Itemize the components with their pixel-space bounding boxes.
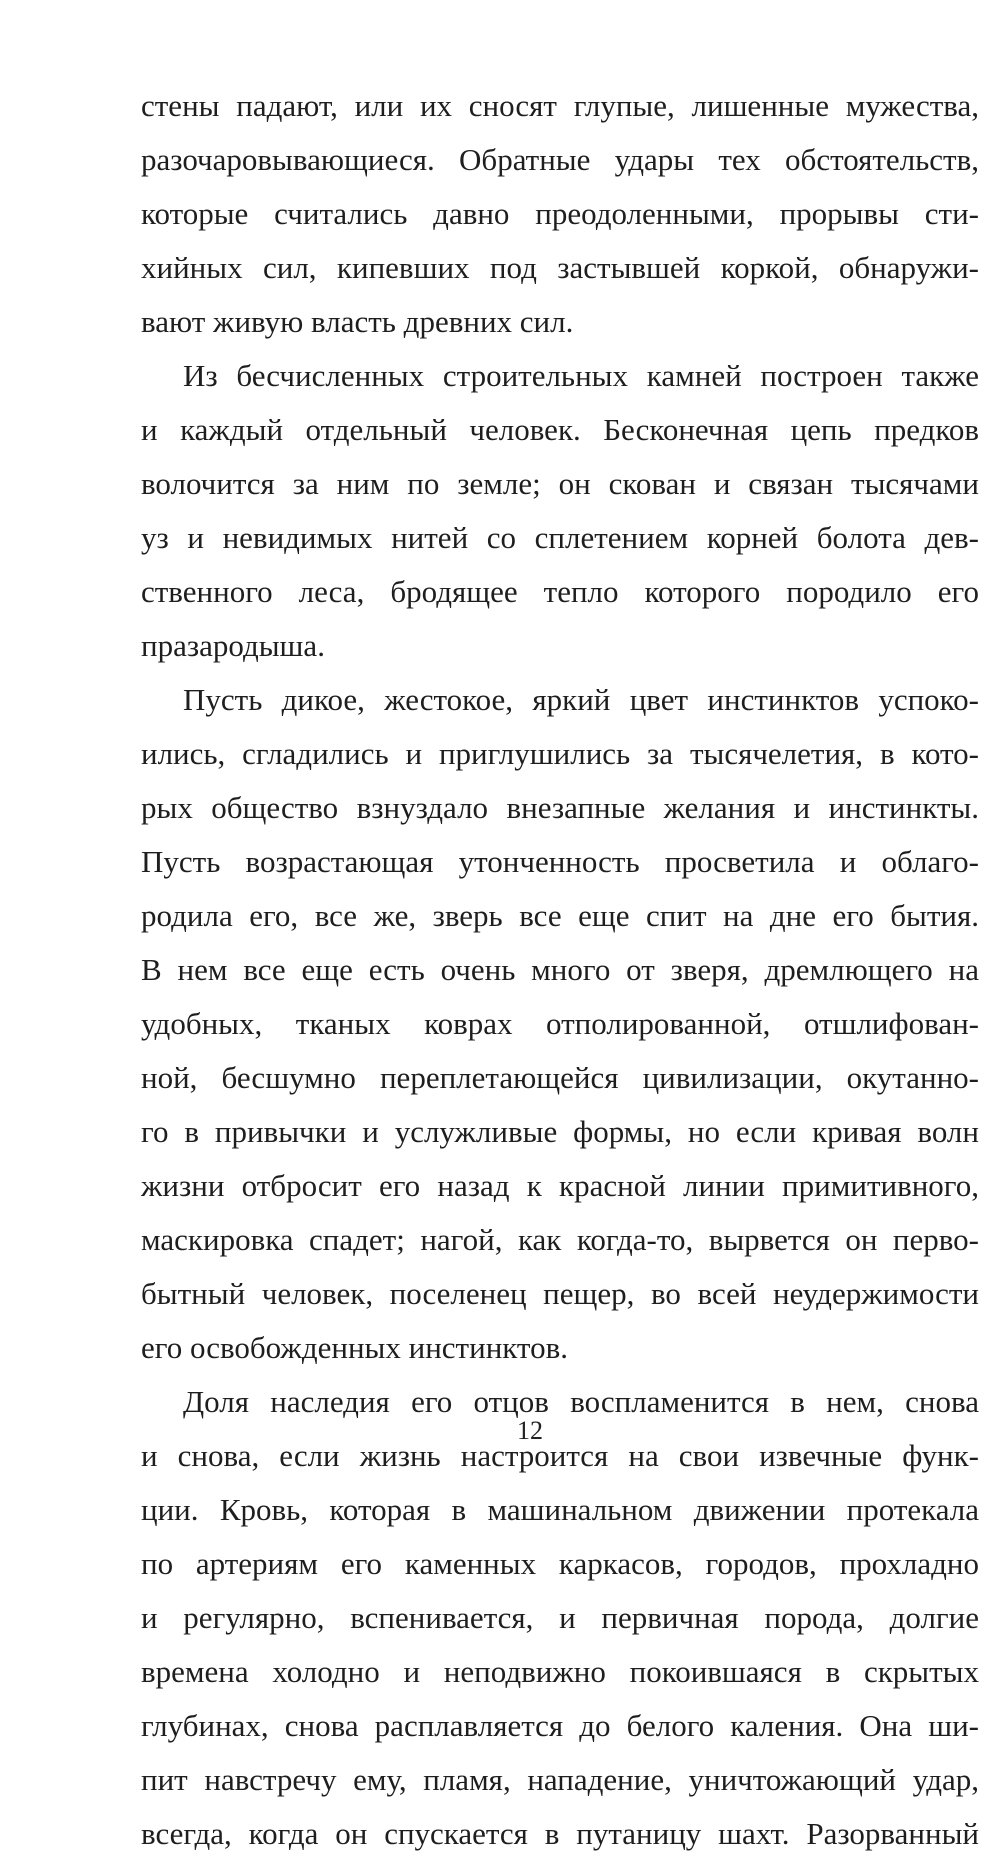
text-line: ственного леса, бродящее тепло которого породило его xyxy=(141,574,979,609)
text-line: уз и невидимых нитей со сплетением корней болота дев- xyxy=(141,520,979,555)
text-line: родила его, все же, зверь все еще спит на дне его бытия. xyxy=(141,898,979,933)
text-line: времена холодно и неподвижно покоившаяся в скрытых xyxy=(141,1654,979,1689)
text-line: рых общество взнуздало внезапные желания и инстинкты. xyxy=(141,790,979,825)
text-line: разочаровывающиеся. Обратные удары тех обстоятельств, xyxy=(141,142,979,177)
text-line: по артериям его каменных каркасов, городов, прохладно xyxy=(141,1546,979,1581)
text-line: которые считались давно преодоленными, прорывы сти- xyxy=(141,196,979,231)
text-line: ции. Кровь, которая в машинальном движении протекала xyxy=(141,1492,979,1527)
text-line: маскировка спадет; нагой, как когда-то, вырвется он перво- xyxy=(141,1222,979,1257)
paragraph xyxy=(141,673,979,1375)
text-line: го в привычки и услужливые формы, но если кривая волн xyxy=(141,1114,979,1149)
text-line: бытный человек, поселенец пещер, во всей неудержимости xyxy=(141,1276,979,1311)
text-line: волочится за ним по земле; он скован и связан тысячами xyxy=(141,466,979,501)
text-line: стены падают, или их сносят глупые, лишенные мужества, xyxy=(141,88,979,123)
text-line: вают живую власть древних сил. xyxy=(141,304,574,339)
text-line: Доля наследия его отцов воспламенится в нем, снова xyxy=(183,1384,979,1419)
text-line: жизни отбросит его назад к красной линии примитивного, xyxy=(141,1168,979,1203)
text-line: ились, сгладились и приглушились за тысячелетия, в кото- xyxy=(141,736,979,771)
text-line: и каждый отдельный человек. Бесконечная цепь предков xyxy=(141,412,979,447)
text-line: Пусть дикое, жестокое, яркий цвет инстинктов успоко- xyxy=(183,682,979,717)
text-line: глубинах, снова расплавляется до белого каления. Она ши- xyxy=(141,1708,979,1743)
paragraph xyxy=(141,1375,979,1861)
text-line: ной, бесшумно переплетающейся цивилизации, окутанно- xyxy=(141,1060,979,1095)
text-line: и снова, если жизнь настроится на свои извечные функ- xyxy=(141,1438,979,1473)
text-line: и регулярно, вспенивается, и первичная порода, долгие xyxy=(141,1600,979,1635)
text-line: хийных сил, кипевших под застывшей коркой, обнаружи- xyxy=(141,250,979,285)
text-line: Пусть возрастающая утонченность просветила и облаго- xyxy=(141,844,979,879)
text-line: его освобожденных инстинктов. xyxy=(141,1330,568,1365)
text-line: Из бесчисленных строительных камней построен также xyxy=(183,358,979,393)
paragraph xyxy=(141,79,979,349)
text-line: всегда, когда он спускается в путаницу шахт. Разорванный xyxy=(141,1816,979,1851)
text-line: пит навстречу ему, пламя, нападение, уничтожающий удар, xyxy=(141,1762,979,1797)
text-line: празародыша. xyxy=(141,628,325,663)
text-line: удобных, тканых коврах отполированной, отшлифован- xyxy=(141,1006,979,1041)
text-line: В нем все еще есть очень много от зверя, дремлющего на xyxy=(141,952,979,987)
page-number: 12 xyxy=(517,1416,543,1445)
body-text xyxy=(141,79,979,1861)
paragraph xyxy=(141,349,979,673)
